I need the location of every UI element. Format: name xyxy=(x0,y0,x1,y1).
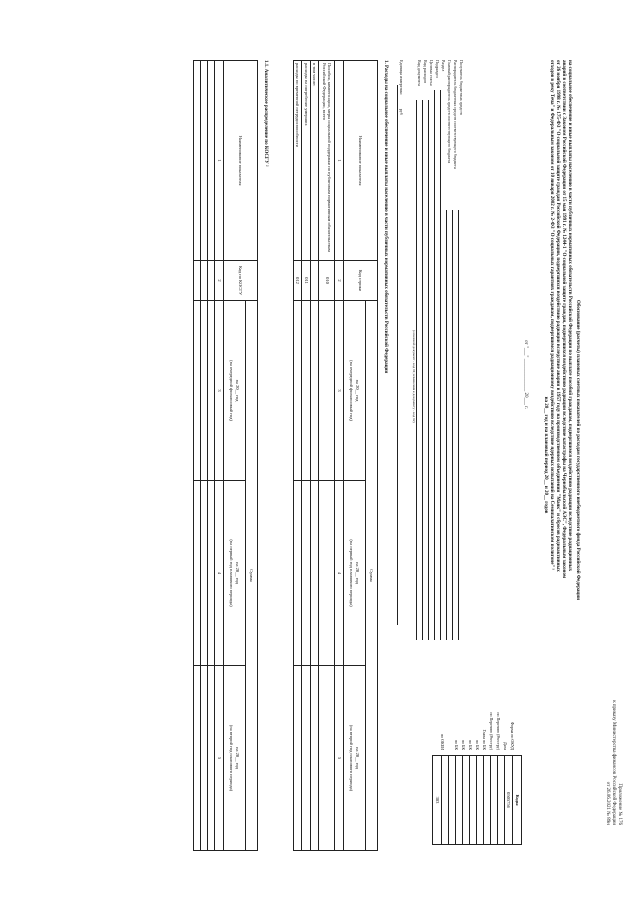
table-row xyxy=(294,61,303,851)
s11-header-year2 xyxy=(224,481,246,666)
appendix-line-1: Приложение № 176 xyxy=(617,783,622,825)
table-row xyxy=(302,61,311,851)
codes-value-7 xyxy=(456,756,463,845)
header-field-4 xyxy=(434,60,440,640)
s11-year2-note: (на первый год планового периода) xyxy=(229,539,235,607)
s1-row-1-cell xyxy=(311,301,320,481)
s11-header-code: Код по КОСГУ xyxy=(224,261,258,301)
unit-label: Единица измерения: xyxy=(399,60,404,95)
s11-row-cell xyxy=(201,301,208,481)
s11-row-cell xyxy=(201,666,208,851)
s1-colnum-4: 4 xyxy=(335,481,344,666)
s1-header-year1 xyxy=(344,301,366,481)
s11-header-year3 xyxy=(224,666,246,851)
codes-label-6: по БК xyxy=(468,739,473,750)
codes-value-8 xyxy=(449,756,456,845)
s11-header-sum: Сумма xyxy=(246,301,258,851)
title-line-1: Обоснование (расчеты) плановых сметных показателей по расходам государственного внебюджетного фонда Российской Федерации xyxy=(575,299,580,600)
s11-row-cell xyxy=(194,666,201,851)
header-field-label: Вид документа xyxy=(417,60,422,86)
s11-row-cell xyxy=(208,301,215,481)
s1-row-1-cell xyxy=(311,481,320,666)
s11-row-cell xyxy=(208,481,215,666)
s1-row-0-name: Пособия, компенсации, меры социальной поддержки по публичным нормативным обязательствам Российской Федерации, всего xyxy=(319,61,335,261)
codes-label-3: по Перечню (Реестру) xyxy=(489,712,494,750)
header-field-7 xyxy=(416,60,422,640)
section11-title: 1.1. Аналитическое распределение по КОСГУ ² xyxy=(263,60,268,167)
s11-colnum-5: 5 xyxy=(215,666,224,851)
s1-row-3-name: расходы по временной нетрудоспособности xyxy=(294,61,303,261)
s11-colnum-3: 3 xyxy=(215,301,224,481)
s11-row-cell xyxy=(201,481,208,666)
document-title xyxy=(574,70,580,830)
appendix-block xyxy=(604,565,622,825)
s1-row-3-cell xyxy=(294,666,303,851)
s11-row-cell xyxy=(208,61,215,261)
codes-value-10: 383 xyxy=(433,756,442,845)
header-fields xyxy=(416,60,464,640)
header-field-0 xyxy=(458,60,464,640)
s1-year2-label: на 20__ год xyxy=(355,562,360,584)
s1-row-0-cell xyxy=(319,301,335,481)
header-field-5 xyxy=(428,60,434,640)
s11-year1-note: (на очередной финансовый год) xyxy=(229,360,235,421)
s1-colnum-5: 5 xyxy=(335,666,344,851)
header-field-label: Получатель бюджетных средств xyxy=(459,60,464,115)
s1-row-3-code: 012 xyxy=(294,261,303,301)
s1-header-year3 xyxy=(344,666,366,851)
s1-row-2-name: расходы на погребение умерших xyxy=(302,61,311,261)
codes-value-6 xyxy=(463,756,470,845)
section1-title: 1. Расходы на социальное обеспечение и иные выплаты населению в части публичных нормативных обязательств Российской Федерации xyxy=(383,60,388,374)
table-row xyxy=(311,61,320,851)
unit-underline xyxy=(398,85,399,625)
s11-row-cell xyxy=(201,61,208,261)
date-line: от "___" _____________ 20___ г. xyxy=(523,340,528,409)
codes-value-1 xyxy=(498,756,505,845)
header-field-label: Подраздел xyxy=(435,60,440,78)
codes-label-0: Форма по ОКУД xyxy=(510,721,515,750)
s11-row-cell xyxy=(201,261,208,301)
codes-label-10: по ОКЕИ xyxy=(440,733,445,750)
s1-row-1-code xyxy=(311,261,320,301)
s1-row-0-code: 010 xyxy=(319,261,335,301)
codes-table xyxy=(433,755,523,845)
section1-table xyxy=(293,60,378,851)
s1-colnum-1: 1 xyxy=(335,61,344,261)
title-line-2: на социальное обеспечение и иные выплаты населению в части публичных нормативных обязательств Российской Федерации по выплате пособий гражданам, подвергшимся воздействию радиации вследствие радиационных xyxy=(567,60,572,572)
unit-line xyxy=(399,60,404,115)
header-field-label: Целевая статья xyxy=(429,60,434,86)
s1-row-3-cell xyxy=(294,301,303,481)
codes-label-8: по БК xyxy=(454,739,459,750)
header-field-label: Вид расходов xyxy=(423,60,428,83)
s1-row-3-cell xyxy=(294,481,303,666)
title-line-4: от 26 ноября 1998 г. № 175-ФЗ "О социальной защите граждан Российской Федерации, подвергшихся воздействию радиации вследствие аварии в 1957 году на производственном объединении "Маяк" и сбросов радиоактивных xyxy=(555,60,560,572)
doc-type-note: (основной документ - код 01; изменения к документу - код 02) xyxy=(412,330,416,423)
title-line-6: на 20__ год и на плановый период 20__ и 20__ годов xyxy=(543,396,548,514)
codes-value-2 xyxy=(491,756,498,845)
s1-row-1-cell xyxy=(311,666,320,851)
header-field-label: Раздел xyxy=(441,60,446,72)
appendix-line-2: к приказу Министерства финансов Российской Федерации xyxy=(611,700,616,825)
s1-row-2-cell xyxy=(302,301,311,481)
s11-row-cell xyxy=(194,61,201,261)
s1-year1-label: на 20__ год xyxy=(355,379,360,402)
s11-row-cell xyxy=(194,301,201,481)
s1-row-0-cell xyxy=(319,481,335,666)
codes-header: Коды xyxy=(513,756,522,845)
s1-year2-note: (на первый год планового периода) xyxy=(349,539,355,607)
codes-value-5 xyxy=(470,756,477,845)
codes-label-5: по БК xyxy=(475,739,480,750)
title-line-3: аварий в соответствии с Законом Российской Федерации от 15 мая 1991 г. № 1244-1 "О социальной защите граждан, подвергшихся воздействию радиации вследствие катастрофы на Чернобыльской АЭС", Федеральным законом xyxy=(561,60,566,579)
s11-header-year1 xyxy=(224,301,246,481)
table-row xyxy=(194,61,201,851)
s11-year3-note: (на второй год планового периода) xyxy=(229,724,235,792)
codes-label-7: по БК xyxy=(461,739,466,750)
s11-row-cell xyxy=(194,481,201,666)
codes-value-3 xyxy=(484,756,491,845)
s1-year3-label: на 20__ год xyxy=(355,747,360,769)
table-row xyxy=(319,61,335,851)
s1-header-year2 xyxy=(344,481,366,666)
codes-value-4 xyxy=(477,756,484,845)
s11-header-name: Наименование показателя xyxy=(224,61,258,261)
s1-colnum-2: 2 xyxy=(335,261,344,301)
s11-colnum-4: 4 xyxy=(215,481,224,666)
s11-colnum-1: 1 xyxy=(215,61,224,261)
unit-value: руб xyxy=(399,108,404,115)
codes-label-4: Глава по БК xyxy=(482,729,487,750)
codes-value-0: 0505756 xyxy=(505,756,514,845)
codes-label-1: Дата xyxy=(503,742,508,750)
codes-label-2: по Перечню (Реестру) xyxy=(496,712,501,750)
title-line-5: отходов в реку Теча" и Федеральным законом от 10 января 2002 г. № 2-ФЗ "О социальных гарантиях гражданам, подвергшимся радиационному воздействию вследствие ядерных испытаний на Семипалатинском полигоне" ¹ xyxy=(549,60,554,570)
s1-row-1-name: в том числе: xyxy=(311,61,320,261)
s1-row-0-cell xyxy=(319,666,335,851)
codes-value-9 xyxy=(442,756,449,845)
appendix-line-3: от 26.06.2021 № 89н xyxy=(605,781,610,825)
s11-colnum-2: 2 xyxy=(215,261,224,301)
s11-row-cell xyxy=(194,261,201,301)
s1-row-2-cell xyxy=(302,666,311,851)
header-field-label: Главный распорядитель средств соответствующего бюджета xyxy=(447,60,452,164)
s11-row-cell xyxy=(208,261,215,301)
header-field-3 xyxy=(440,60,446,640)
s1-row-2-code: 011 xyxy=(302,261,311,301)
table-row xyxy=(208,61,215,851)
s1-header-code: Код строки xyxy=(344,261,378,301)
s1-year3-note: (на второй год планового периода) xyxy=(349,724,355,792)
section11-table xyxy=(194,60,259,851)
s1-header-sum: Сумма xyxy=(366,301,378,851)
header-field-2 xyxy=(446,60,452,640)
s11-year2-label: на 20__ год xyxy=(235,562,240,584)
s11-year3-label: на 20__ год xyxy=(235,747,240,769)
s11-row-cell xyxy=(208,666,215,851)
header-field-6 xyxy=(422,60,428,640)
header-field-label: Распорядитель бюджетных средств соответствующего бюджета xyxy=(453,60,458,169)
header-field-1 xyxy=(452,60,458,640)
s1-row-2-cell xyxy=(302,481,311,666)
s1-year1-note: (на очередной финансовый год) xyxy=(349,360,355,421)
s1-header-name: Наименование показателя xyxy=(344,61,378,261)
table-row xyxy=(201,61,208,851)
codes-labels xyxy=(438,640,522,750)
title-body xyxy=(542,60,572,850)
codes-label-9 xyxy=(445,640,452,750)
s1-colnum-3: 3 xyxy=(335,301,344,481)
s11-year1-label: на 20__ год xyxy=(235,379,240,402)
